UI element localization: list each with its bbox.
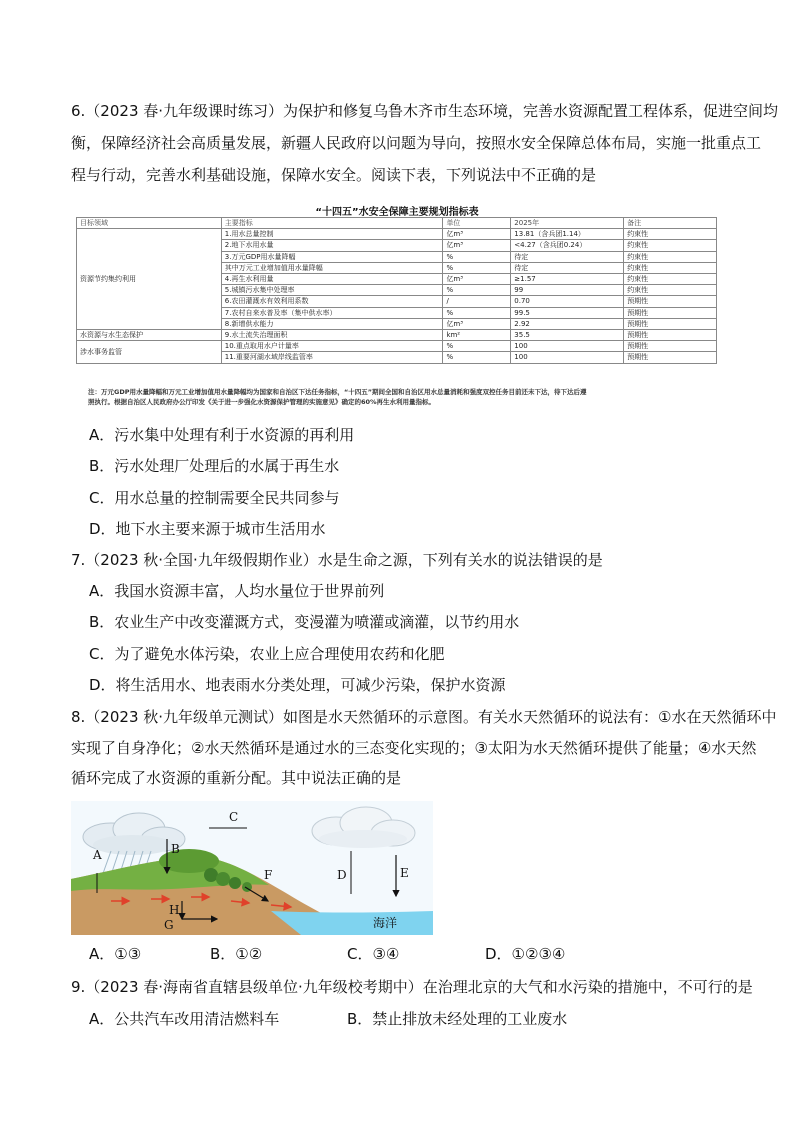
table-cell: 3.万元GDP用水量降幅 [221, 251, 443, 262]
table-cell: 11.重要河湖水域岸线监管率 [221, 352, 443, 363]
table-cell: 2.92 [511, 318, 624, 329]
table-cell: 约束性 [624, 285, 717, 296]
table-cell: 亿m³ [443, 240, 511, 251]
q7-option-d: D．将生活用水、地表雨水分类处理，可减少污染，保护水资源 [89, 676, 506, 694]
water-cycle-diagram [71, 801, 433, 935]
table-cell: 亿m³ [443, 318, 511, 329]
water-plan-table [76, 217, 717, 364]
q8-stem-line-3: 循环完成了水资源的重新分配。其中说法正确的是 [71, 769, 402, 787]
table-cell: 预期性 [624, 330, 717, 341]
table-header-row [77, 218, 717, 229]
table-cell: 99.5 [511, 307, 624, 318]
table-cell: 100 [511, 352, 624, 363]
table-cell: 预期性 [624, 307, 717, 318]
table-cell: 6.农田灌溉水有效利用系数 [221, 296, 443, 307]
table-cell: km² [443, 330, 511, 341]
table-cell: 预期性 [624, 318, 717, 329]
q7-option-b: B．农业生产中改变灌溉方式，变漫灌为喷灌或滴灌，以节约用水 [89, 613, 520, 631]
q6-option-b: B．污水处理厂处理后的水属于再生水 [89, 457, 340, 475]
q8-option-c: C．③④ [347, 945, 400, 963]
table-cell: 约束性 [624, 274, 717, 285]
table-cell: 8.新增供水能力 [221, 318, 443, 329]
table-cell: 4.再生水利用量 [221, 274, 443, 285]
label-e: E [400, 866, 409, 880]
q6-stem-line-2: 衡，保障经济社会高质量发展，新疆人民政府以问题为导向，按照水安全保障总体布局，实施一批重点工 [71, 134, 762, 152]
table-cell: 其中万元工业增加值用水量降幅 [221, 262, 443, 273]
label-ocean: 海洋 [373, 916, 398, 930]
table-cell: 预期性 [624, 352, 717, 363]
table-row [77, 229, 717, 240]
table-cell: 35.5 [511, 330, 624, 341]
table-cell: / [443, 296, 511, 307]
table-cell: % [443, 262, 511, 273]
label-b: B [171, 842, 180, 856]
table-header-cell: 主要指标 [221, 218, 443, 229]
table-cell: 约束性 [624, 251, 717, 262]
q9-option-b: B．禁止排放未经处理的工业废水 [347, 1010, 568, 1028]
table-cell: 2.地下水用水量 [221, 240, 443, 251]
table-cell: ≥1.57 [511, 274, 624, 285]
label-d: D [337, 868, 347, 882]
q6-stem-line-3: 程与行动，完善水利基础设施，保障水安全。阅读下表，下列说法中不正确的是 [71, 166, 597, 184]
q8-stem-line-2: 实现了自身净化；②水天然循环是通过水的三态变化实现的；③太阳为水天然循环提供了能量；④水天然 [71, 739, 757, 757]
table-cell: 待定 [511, 262, 624, 273]
table-cell: 100 [511, 341, 624, 352]
q8-stem-line-1: 8.（2023 秋·九年级单元测试）如图是水天然循环的示意图。有关水天然循环的说法有：①水在天然循环中 [71, 708, 777, 726]
table-header-cell: 目标领域 [77, 218, 222, 229]
label-c: C [229, 810, 239, 824]
table-domain-cell: 资源节约集约利用 [77, 229, 222, 330]
q9-option-a: A．公共汽车改用清洁燃料车 [89, 1010, 280, 1028]
table-cell: 亿m³ [443, 229, 511, 240]
table-row [77, 341, 717, 352]
table-header-cell: 备注 [624, 218, 717, 229]
q8-option-b: B．①② [210, 945, 263, 963]
table-cell: 7.农村自来水普及率（集中供水率） [221, 307, 443, 318]
q9-stem: 9.（2023 春·海南省直辖县级单位·九年级校考期中）在治理北京的大气和水污染的措施中，不可行的是 [71, 978, 753, 996]
label-f: F [264, 868, 273, 882]
table-cell: % [443, 251, 511, 262]
q6-stem-line-1: 6.（2023 春·九年级课时练习）为保护和修复乌鲁木齐市生态环境，完善水资源配置工程体系，促进空间均 [71, 102, 779, 120]
table-cell: 待定 [511, 251, 624, 262]
label-a: A [93, 848, 102, 862]
table-cell: 约束性 [624, 240, 717, 251]
label-g: G [164, 918, 174, 932]
table-cell: 13.81（含兵团1.14） [511, 229, 624, 240]
q7-option-a: A．我国水资源丰富，人均水量位于世界前列 [89, 582, 385, 600]
table-cell: % [443, 285, 511, 296]
table-cell: % [443, 307, 511, 318]
q6-option-c: C．用水总量的控制需要全民共同参与 [89, 489, 340, 507]
q8-option-d: D．①②③④ [485, 945, 566, 963]
table-row [77, 330, 717, 341]
table-cell: 亿m³ [443, 274, 511, 285]
q8-option-a: A．①③ [89, 945, 142, 963]
table-note [88, 387, 728, 407]
table-cell: 预期性 [624, 341, 717, 352]
table-header-cell: 单位 [443, 218, 511, 229]
table-domain-cell: 涉水事务监管 [77, 341, 222, 363]
table-cell: 约束性 [624, 262, 717, 273]
table-cell: % [443, 341, 511, 352]
table-cell: 0.70 [511, 296, 624, 307]
table-domain-cell: 水资源与水生态保护 [77, 330, 222, 341]
table-cell: 99 [511, 285, 624, 296]
table-cell: 预期性 [624, 296, 717, 307]
table-cell: <4.27（含兵团0.24） [511, 240, 624, 251]
table-note-line: 照执行。根据自治区人民政府办公厅印发《关于进一步强化水资源保护管理的实施意见》确定的60%再生水利用量指标。 [88, 398, 436, 406]
table-cell: 1.用水总量控制 [221, 229, 443, 240]
table-note-line: 注：万元GDP用水量降幅和万元工业增加值用水量降幅均为国家和自治区下达任务指标，“十四五”期间全国和自治区用水总量消耗和强度双控任务目前还未下达，待下达后遵 [88, 388, 587, 396]
label-h: H [169, 903, 180, 917]
q6-option-d: D．地下水主要来源于城市生活用水 [89, 520, 326, 538]
q7-stem: 7.（2023 秋·全国·九年级假期作业）水是生命之源，下列有关水的说法错误的是 [71, 551, 603, 569]
q6-option-a: A．污水集中处理有利于水资源的再利用 [89, 426, 355, 444]
table-header-cell: 2025年 [511, 218, 624, 229]
table-title: “十四五”水安全保障主要规划指标表 [315, 207, 479, 218]
table-cell: % [443, 352, 511, 363]
q7-option-c: C．为了避免水体污染，农业上应合理使用农药和化肥 [89, 645, 445, 663]
table-cell: 5.城镇污水集中处理率 [221, 285, 443, 296]
table-cell: 10.重点取用水户计量率 [221, 341, 443, 352]
table-cell: 9.水土流失治理面积 [221, 330, 443, 341]
table-cell: 约束性 [624, 229, 717, 240]
